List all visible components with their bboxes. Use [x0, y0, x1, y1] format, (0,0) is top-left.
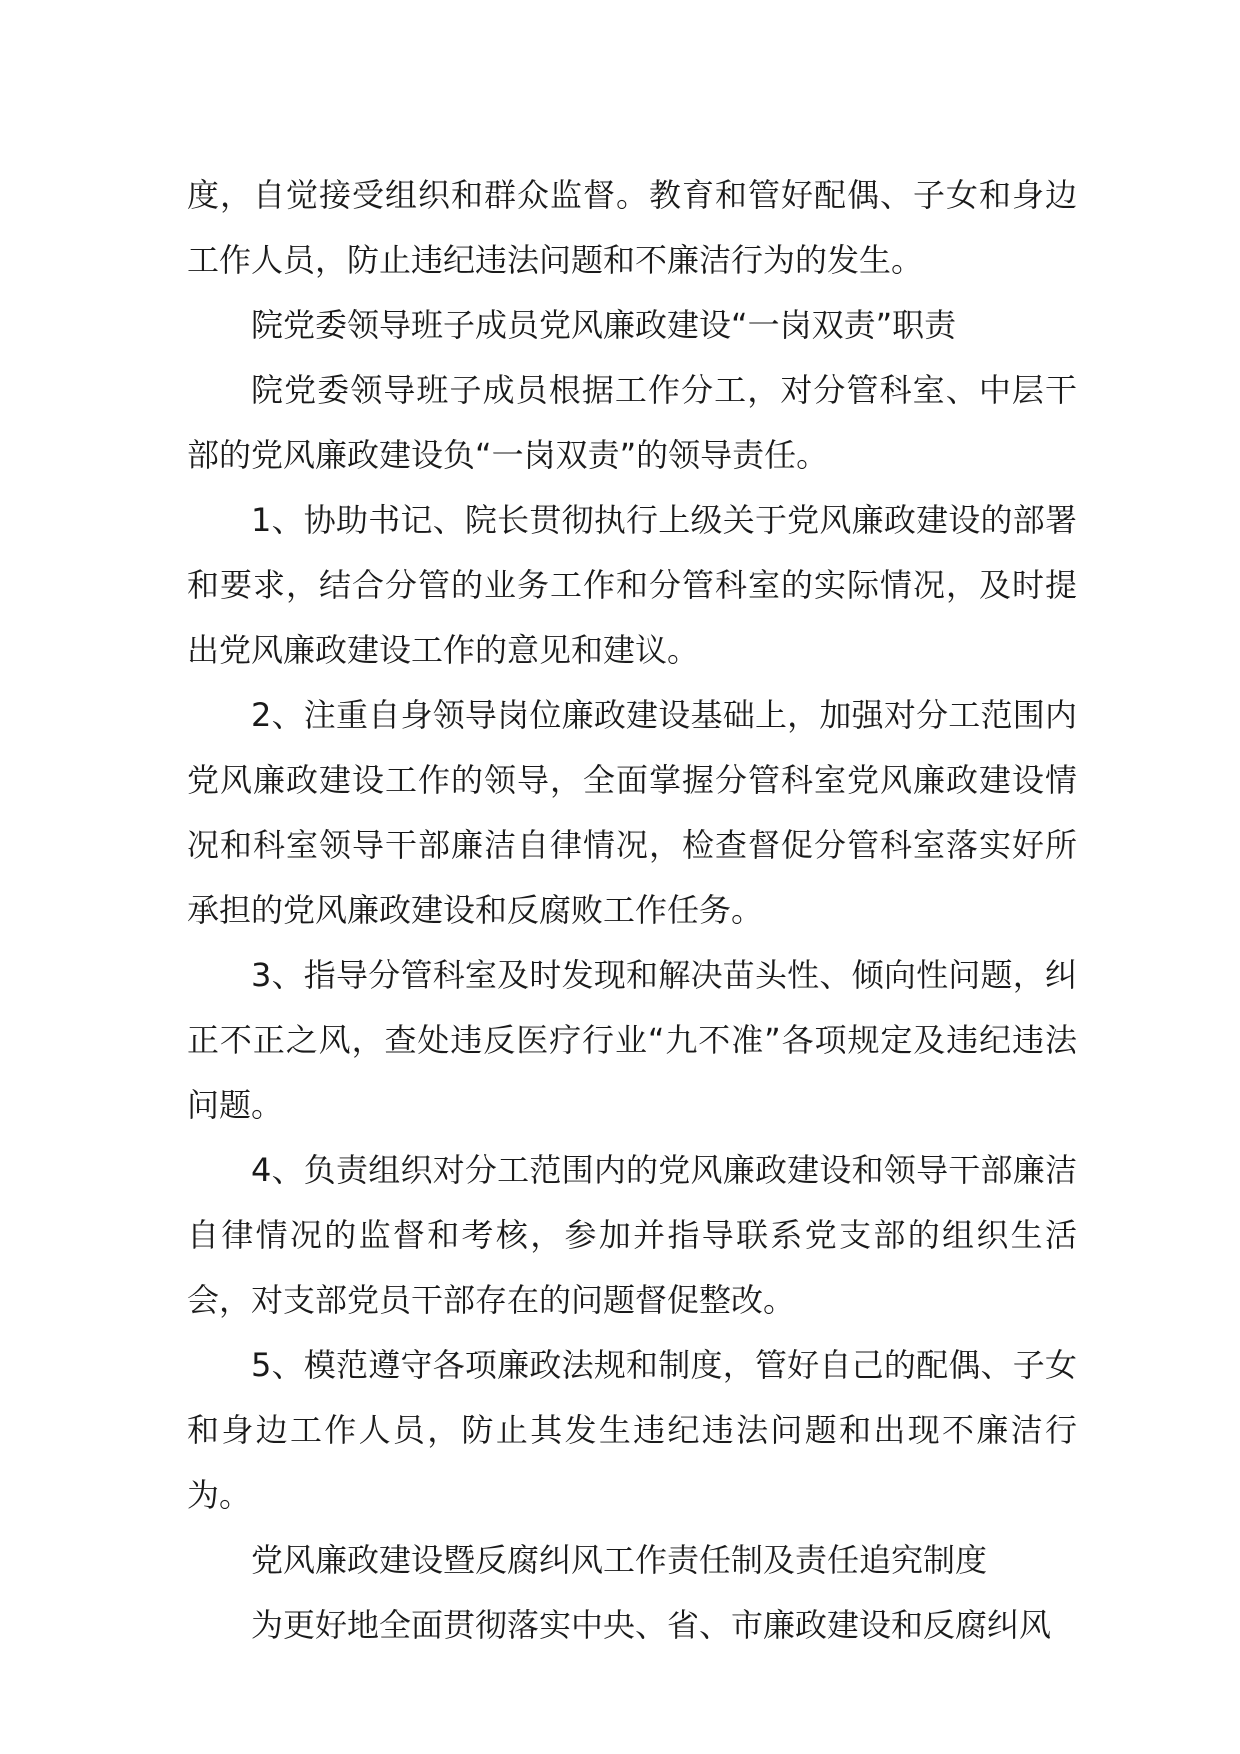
document-body — [187, 163, 1077, 1658]
list-item-3: 3、指导分管科室及时发现和解决苗头性、倾向性问题，纠正不正之风，查处违反医疗行业“九不准”各项规定及违纪违法问题。 — [187, 956, 1077, 1124]
section-heading-responsibility-system: 党风廉政建设暨反腐纠风工作责任制及责任追究制度 — [251, 1541, 988, 1579]
list-item-4: 4、负责组织对分工范围内的党风廉政建设和领导干部廉洁自律情况的监督和考核，参加并指导联系党支部的组织生活会，对支部党员干部存在的问题督促整改。 — [187, 1151, 1077, 1319]
paragraph-final: 为更好地全面贯彻落实中央、省、市廉政建设和反腐纠风 — [251, 1606, 1052, 1644]
list-item-2: 2、注重自身领导岗位廉政建设基础上，加强对分工范围内党风廉政建设工作的领导，全面掌握分管科室党风廉政建设情况和科室领导干部廉洁自律情况，检查督促分管科室落实好所承担的党风廉政建设和反腐败工作任务。 — [187, 696, 1077, 929]
list-item-1: 1、协助书记、院长贯彻执行上级关于党风廉政建设的部署和要求，结合分管的业务工作和分管科室的实际情况，及时提出党风廉政建设工作的意见和建议。 — [187, 501, 1077, 669]
paragraph-continuation: 度，自觉接受组织和群众监督。教育和管好配偶、子女和身边工作人员，防止违纪违法问题和不廉洁行为的发生。 — [187, 176, 1077, 279]
section-heading-duties: 院党委领导班子成员党风廉政建设“一岗双责”职责 — [251, 306, 957, 344]
paragraph-intro: 院党委领导班子成员根据工作分工，对分管科室、中层干部的党风廉政建设负“一岗双责”的领导责任。 — [187, 371, 1077, 474]
list-item-5: 5、模范遵守各项廉政法规和制度，管好自己的配偶、子女和身边工作人员，防止其发生违纪违法问题和出现不廉洁行为。 — [187, 1346, 1077, 1514]
